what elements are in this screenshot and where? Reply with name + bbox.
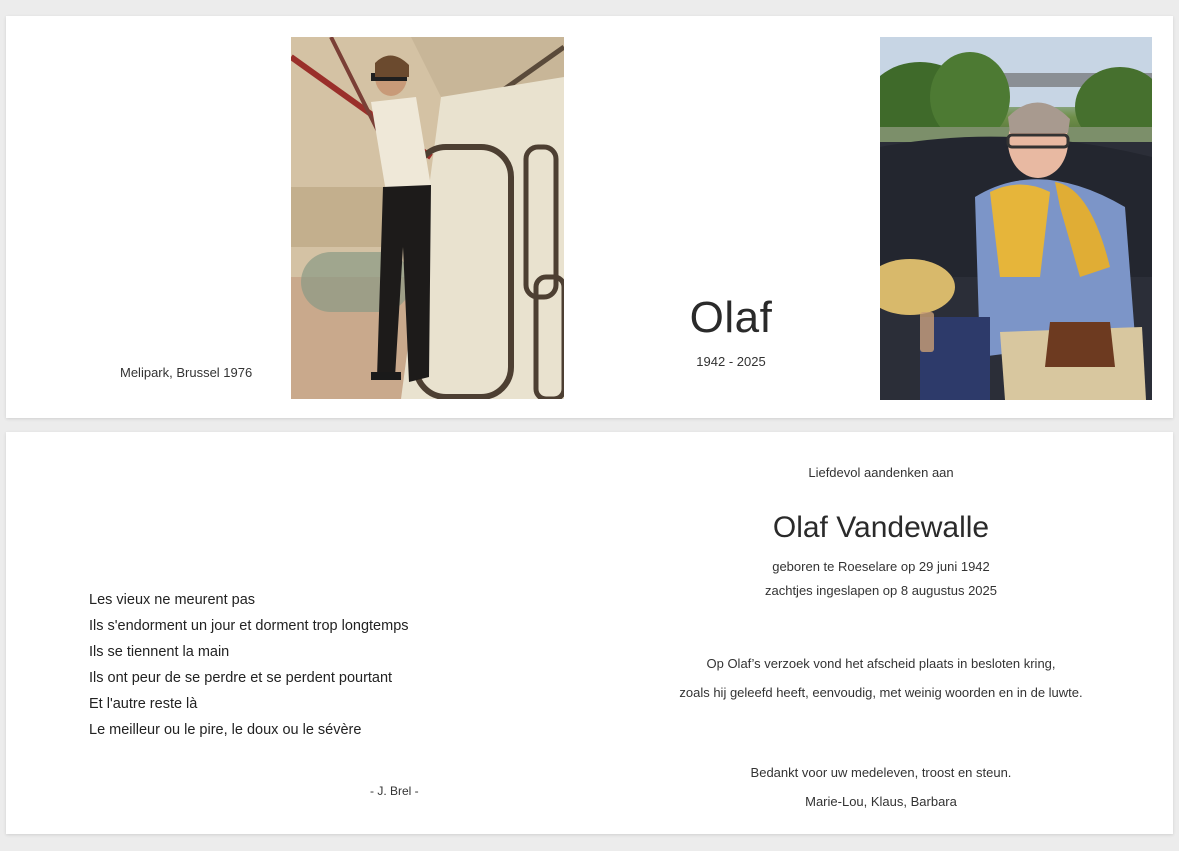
memorial-text bbox=[606, 432, 1156, 834]
card-inside bbox=[6, 432, 1173, 834]
photo-left-illustration bbox=[291, 37, 564, 399]
poem-line: Les vieux ne meurent pas bbox=[89, 592, 256, 608]
life-years: 1942 - 2025 bbox=[696, 354, 766, 369]
deceased-full-name: Olaf Vandewalle bbox=[772, 511, 990, 544]
deceased-first-name: Olaf bbox=[689, 293, 773, 342]
death-info: zachtjes ingeslapen op 8 augustus 2025 bbox=[764, 583, 997, 598]
farewell-message-line: Op Olaf’s verzoek vond het afscheid plaats in besloten kring, bbox=[706, 656, 1056, 671]
poem-line: Ils s'endorment un jour et dorment trop longtemps bbox=[89, 618, 409, 634]
poem-line: Ils ont peur de se perdre et se perdent pourtant bbox=[89, 670, 393, 686]
card-front bbox=[6, 16, 1173, 418]
poem-author: - J. Brel - bbox=[370, 784, 419, 798]
photo-young-man-ferris-wheel bbox=[291, 37, 564, 399]
farewell-message-line: zoals hij geleefd heeft, eenvoudig, met weinig woorden en in de luwte. bbox=[679, 685, 1083, 700]
photo-elderly-man-boat bbox=[880, 37, 1152, 400]
birth-info: geboren te Roeselare op 29 juni 1942 bbox=[772, 559, 990, 574]
poem-line: Le meilleur ou le pire, le doux ou le sévère bbox=[89, 722, 362, 738]
poem-line: Et l'autre reste là bbox=[89, 696, 198, 712]
family-names: Marie-Lou, Klaus, Barbara bbox=[805, 794, 957, 809]
thanks-message: Bedankt voor uw medeleven, troost en steun. bbox=[750, 765, 1012, 780]
poem bbox=[89, 587, 409, 743]
memorial-intro: Liefdevol aandenken aan bbox=[808, 465, 954, 480]
photo-right-illustration bbox=[880, 37, 1152, 400]
poem-line: Ils se tiennent la main bbox=[89, 644, 230, 660]
photo-caption: Melipark, Brussel 1976 bbox=[120, 365, 253, 380]
